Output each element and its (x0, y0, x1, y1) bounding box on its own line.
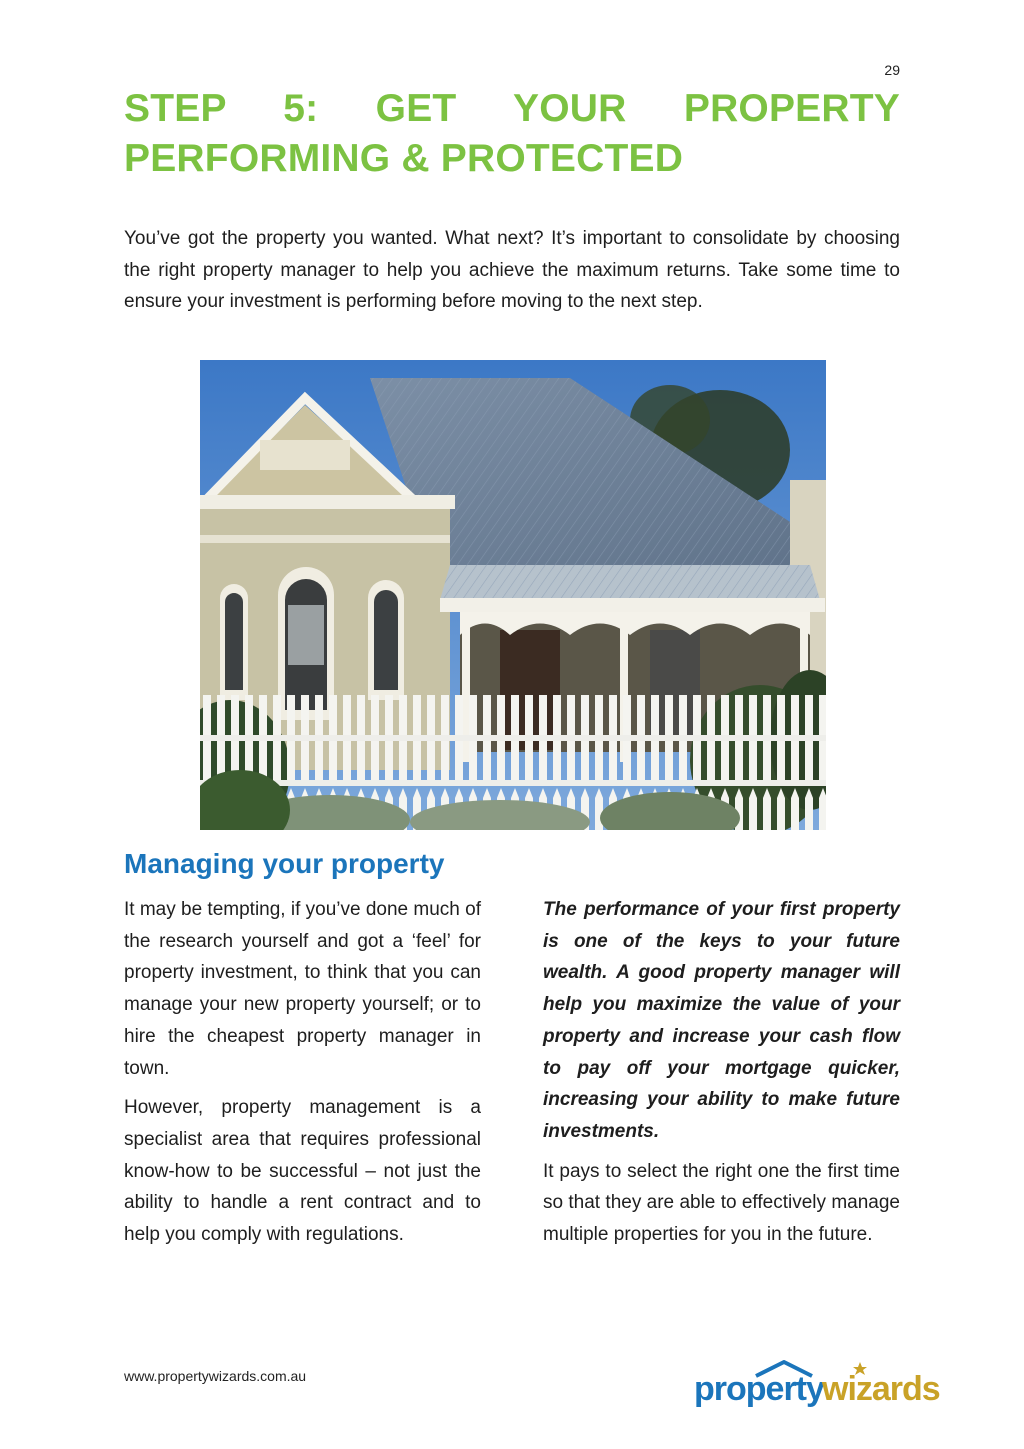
intro-paragraph: You’ve got the property you wanted. What next? It’s important to consolidate by choosing the right property manager to help you achieve the maximum returns. Take some time to ensure your investment is performing before moving to the next step. (124, 228, 900, 312)
property-wizards-logo (694, 1360, 946, 1412)
emphasis-paragraph: The performance of your first property is one of the keys to your future wealth. A good property manager will help you maximize the value of your property and increase your cash flow to pay off your mortgage quicker, increasing your ability to make future investments. (543, 899, 900, 1142)
left-column (124, 894, 481, 1259)
footer-url: www.propertywizards.com.au (124, 1368, 307, 1384)
right-paragraph: It pays to select the right one the first time so that they are able to effectively manage multiple properties for you in the future. (543, 1160, 900, 1246)
page-number: 29 (884, 62, 900, 78)
left-paragraph-1: It may be tempting, if you’ve done much of the research yourself and got a ‘feel’ for property investment, to think that you can manage your new property yourself; or to hire the cheapest property manager in town. (124, 899, 481, 1079)
section-heading: Managing your property (124, 848, 445, 879)
page-title-line-2: PERFORMING & PROTECTED (124, 137, 684, 180)
page-title-line-1: STEP 5: GET YOUR PROPERTY (124, 87, 900, 130)
logo-text-wizards: wizards (822, 1370, 940, 1408)
right-column (543, 894, 900, 1259)
logo-text-property: property (694, 1370, 824, 1408)
house-photo (200, 360, 826, 830)
page-title (124, 84, 900, 184)
left-paragraph-2: However, property management is a specialist area that requires professional know-how to be successful – not just the ability to handle a rent contract and to help you comply with regulations. (124, 1097, 481, 1246)
